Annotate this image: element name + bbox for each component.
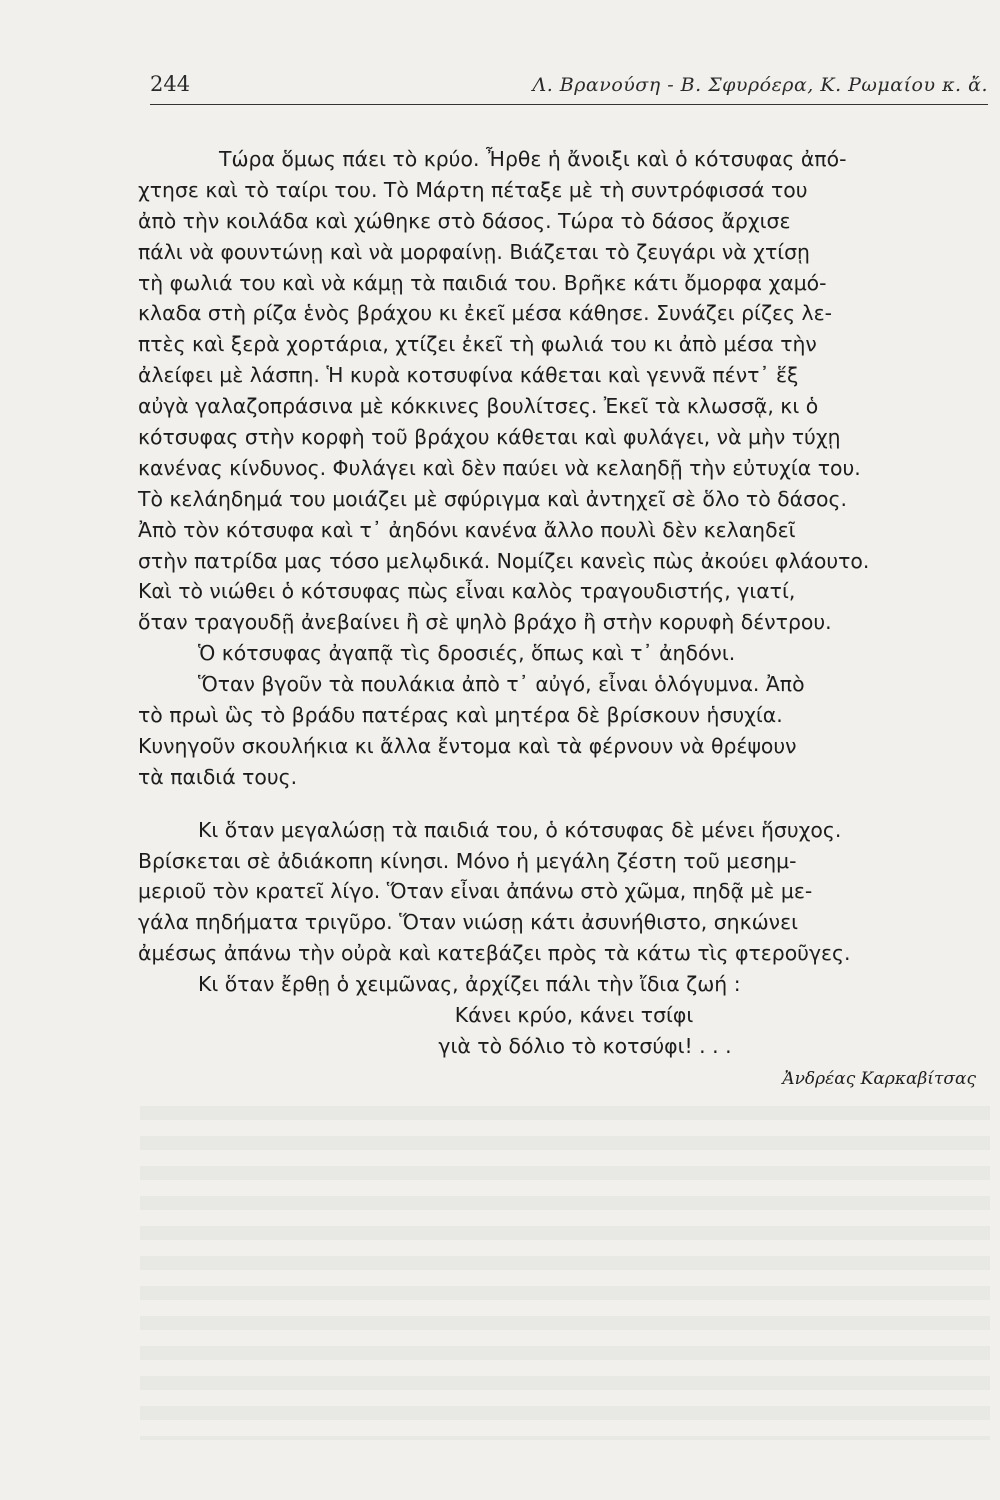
text-line: κλαδα στὴ ρίζα ἑνὸς βράχου κι ἐκεῖ μέσα κάθησε. Συνάζει ρίζες λε- <box>138 301 832 326</box>
text-line: τὰ παιδιά τους. <box>138 764 298 789</box>
text-line: αὐγὰ γαλαζοπράσινα μὲ κόκκινες βουλίτσες. Ἐκεῖ τὰ κλωσσᾷ, κι ὁ <box>138 394 819 419</box>
text-line: Κι ὅταν μεγαλώσῃ τὰ παιδιά του, ὁ κότσυφας δὲ μένει ἥσυχος. <box>198 817 842 842</box>
text-line: τὴ φωλιά του καὶ νὰ κάμῃ τὰ παιδιά του. Βρῆκε κάτι ὄμορφα χαμό- <box>138 270 827 295</box>
poem <box>138 1000 988 1062</box>
text-line: Ὅταν βγοῦν τὰ πουλάκια ἀπὸ τ᾿ αὐγό, εἶναι ὁλόγυμνα. Ἀπὸ <box>198 672 805 697</box>
text-line: Ἀπὸ τὸν κότσυφα καὶ τ᾿ ἀηδόνι κανένα ἄλλο πουλὶ δὲν κελαηδεῖ <box>138 517 796 542</box>
paragraph <box>138 638 988 669</box>
paragraph <box>138 815 988 969</box>
text-line: μεριοῦ τὸν κρατεῖ λίγο. Ὅταν εἶναι ἀπάνω στὸ χῶμα, πηδᾷ μὲ με- <box>138 879 813 904</box>
running-head: Λ. Βρανούση - Β. Σφυρόερα, Κ. Ρωμαίου κ. ἄ. <box>532 74 988 96</box>
text-line: Κι ὅταν ἔρθῃ ὁ χειμῶνας, ἀρχίζει πάλι τὴν ἴδια ζωή : <box>198 972 741 997</box>
text-line: τὸ πρωὶ ὣς τὸ βράδυ πατέρας καὶ μητέρα δὲ βρίσκουν ἡσυχία. <box>138 703 783 728</box>
text-line: Τὸ κελάηδημά του μοιάζει μὲ σφύριγμα καὶ ἀντηχεῖ σὲ ὅλο τὸ δάσος. <box>138 486 847 511</box>
text-line: γάλα πηδήματα τριγῦρο. Ὅταν νιώσῃ κάτι ἀσυνήθιστο, σηκώνει <box>138 910 798 935</box>
text-line: ἀπὸ τὴν κοιλάδα καὶ χώθηκε στὸ δάσος. Τώρα τὸ δάσος ἄρχισε <box>138 208 791 233</box>
text-line: Τώρα ὅμως πάει τὸ κρύο. Ἦρθε ἡ ἄνοιξι καὶ ὁ κότσυφας ἀπό- <box>219 147 847 171</box>
poem-line: Κάνει κρύο, κάνει τσίφι <box>454 1003 694 1028</box>
text-line: Καὶ τὸ νιώθει ὁ κότσυφας πὼς εἶναι καλὸς τραγουδιστής, γιατί, <box>138 579 796 604</box>
paragraph-gap <box>138 793 988 815</box>
text-line: πάλι νὰ φουντώνῃ καὶ νὰ μορφαίνῃ. Βιάζεται τὸ ζευγάρι νὰ χτίσῃ <box>138 239 810 264</box>
author-signature: Ἀνδρέας Καρκαβίτσας <box>782 1068 976 1089</box>
bleed-through-texture <box>140 1090 990 1440</box>
text-line: κανένας κίνδυνος. Φυλάγει καὶ δὲν παύει νὰ κελαηδῇ τὴν εὐτυχία του. <box>138 455 861 480</box>
body-text <box>138 144 988 1095</box>
text-line: χτησε καὶ τὸ ταίρι του. Τὸ Μάρτη πέταξε μὲ τὴ συντρόφισσά του <box>138 177 808 202</box>
paragraph <box>138 144 988 638</box>
text-line: πτὲς καὶ ξερὰ χορτάρια, χτίζει ἐκεῖ τὴ φωλιά του κι ἀπὸ μέσα τὴν <box>138 332 817 357</box>
poem-line: γιὰ τὸ δόλιο τὸ κοτσύφι! . . . <box>438 1033 732 1058</box>
header-rule <box>150 104 988 105</box>
text-line: Κυνηγοῦν σκουλήκια κι ἄλλα ἔντομα καὶ τὰ φέρνουν νὰ θρέψουν <box>138 733 797 758</box>
text-line: Βρίσκεται σὲ ἀδιάκοπη κίνησι. Μόνο ἡ μεγάλη ζέστη τοῦ μεσημ- <box>138 848 797 873</box>
text-line: ἀμέσως ἀπάνω τὴν οὐρὰ καὶ κατεβάζει πρὸς τὰ κάτω τὶς φτεροῦγες. <box>138 941 851 966</box>
text-line: ὅταν τραγουδῇ ἀνεβαίνει ἢ σὲ ψηλὸ βράχο ἢ στὴν κορυφὴ δέντρου. <box>138 610 832 635</box>
text-line: Ὁ κότσυφας ἀγαπᾷ τὶς δροσιές, ὅπως καὶ τ᾿ ἀηδόνι. <box>198 641 736 666</box>
paragraph <box>138 969 988 1000</box>
text-line: στὴν πατρίδα μας τόσο μελῳδικά. Νομίζει κανεὶς πὼς ἀκούει φλάουτο. <box>138 548 870 573</box>
page-header <box>150 72 988 106</box>
text-line: κότσυφας στὴν κορφὴ τοῦ βράχου κάθεται καὶ φυλάγει, νὰ μὴν τύχῃ <box>138 425 841 450</box>
page-number: 244 <box>150 72 191 96</box>
text-line: ἀλείφει μὲ λάσπη. Ἡ κυρὰ κοτσυφίνα κάθεται καὶ γεννᾶ πέντ᾿ ἕξ <box>138 363 799 388</box>
paragraph <box>138 669 988 793</box>
